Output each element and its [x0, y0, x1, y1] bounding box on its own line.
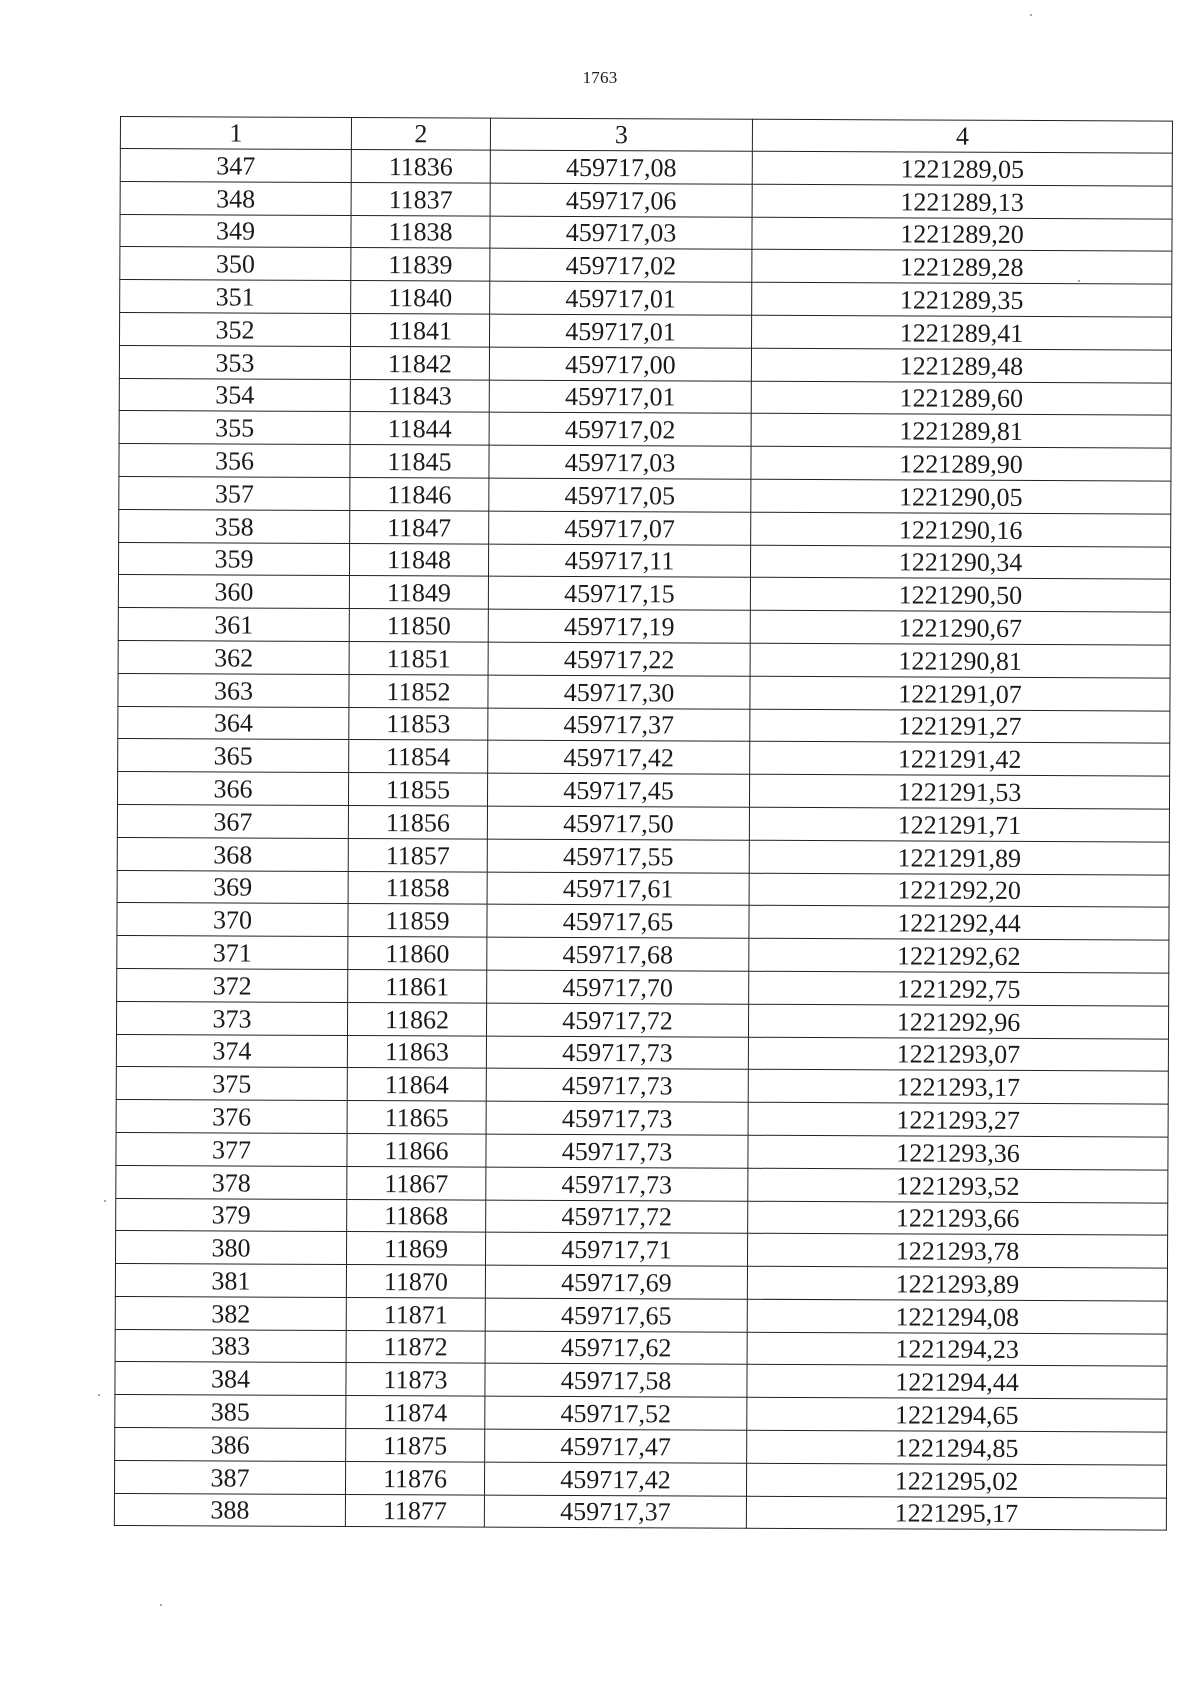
table-row: [115, 1231, 1167, 1268]
table-row: [120, 181, 1172, 218]
code-cell: 11854: [349, 740, 488, 773]
table-row: [118, 640, 1170, 677]
code-cell: 11869: [346, 1232, 485, 1265]
code-cell: 11863: [347, 1035, 486, 1068]
x-coordinate-cell: 459717,02: [490, 249, 752, 283]
x-coordinate-cell: 459717,72: [486, 1003, 748, 1037]
point-number-cell: 384: [115, 1362, 346, 1396]
x-coordinate-cell: 459717,52: [485, 1396, 747, 1430]
y-coordinate-cell: 1221290,05: [751, 479, 1171, 514]
point-number-cell: 377: [116, 1132, 347, 1166]
code-cell: 11855: [348, 773, 487, 806]
table-row: [120, 247, 1172, 284]
point-number-cell: 353: [119, 345, 350, 379]
table-row: [116, 1001, 1168, 1038]
x-coordinate-cell: 459717,42: [488, 740, 750, 774]
x-coordinate-cell: 459717,61: [487, 872, 749, 906]
column-header-3: 3: [490, 118, 752, 151]
point-number-cell: 376: [116, 1100, 347, 1134]
y-coordinate-cell: 1221290,50: [750, 578, 1170, 613]
table-row: [118, 575, 1170, 612]
point-number-cell: 375: [116, 1067, 347, 1101]
x-coordinate-cell: 459717,19: [488, 609, 750, 643]
x-coordinate-cell: 459717,06: [490, 183, 752, 217]
code-cell: 11845: [350, 445, 489, 478]
point-number-cell: 371: [117, 936, 348, 970]
x-coordinate-cell: 459717,01: [489, 380, 751, 414]
point-number-cell: 360: [118, 575, 349, 609]
table-row: [115, 1428, 1167, 1465]
table-row: [115, 1395, 1167, 1432]
x-coordinate-cell: 459717,72: [486, 1200, 748, 1234]
code-cell: 11838: [351, 215, 490, 248]
point-number-cell: 363: [118, 673, 349, 707]
table-row: [119, 509, 1171, 546]
table-row: [118, 542, 1170, 579]
x-coordinate-cell: 459717,47: [485, 1429, 747, 1463]
x-coordinate-cell: 459717,08: [490, 150, 752, 184]
scan-speck: [98, 1394, 100, 1396]
y-coordinate-cell: 1221294,85: [747, 1430, 1167, 1465]
table-row: [118, 608, 1170, 645]
code-cell: 11867: [347, 1166, 486, 1199]
code-cell: 11858: [348, 871, 487, 904]
y-coordinate-cell: 1221289,13: [752, 184, 1172, 219]
point-number-cell: 372: [117, 968, 348, 1002]
x-coordinate-cell: 459717,01: [489, 314, 751, 348]
x-coordinate-cell: 459717,22: [488, 642, 750, 676]
code-cell: 11861: [348, 969, 487, 1002]
point-number-cell: 383: [115, 1329, 346, 1363]
y-coordinate-cell: 1221294,44: [747, 1365, 1167, 1400]
x-coordinate-cell: 459717,69: [485, 1265, 747, 1299]
y-coordinate-cell: 1221292,96: [748, 1004, 1168, 1039]
page-number: 1763: [582, 68, 618, 87]
point-number-cell: 369: [117, 870, 348, 904]
scan-speck: [1078, 280, 1080, 282]
table-row: [115, 1362, 1167, 1399]
code-cell: 11839: [351, 248, 490, 281]
x-coordinate-cell: 459717,70: [487, 970, 749, 1004]
table-row: [117, 870, 1169, 907]
code-cell: 11876: [345, 1461, 484, 1494]
point-number-cell: 378: [116, 1165, 347, 1199]
point-number-cell: 379: [116, 1198, 347, 1232]
table-row: [117, 837, 1169, 874]
point-number-cell: 366: [117, 772, 348, 806]
y-coordinate-cell: 1221291,42: [750, 742, 1170, 777]
table-row: [116, 1165, 1168, 1202]
y-coordinate-cell: 1221293,27: [748, 1102, 1168, 1137]
code-cell: 11857: [348, 838, 487, 871]
y-coordinate-cell: 1221293,07: [748, 1037, 1168, 1072]
x-coordinate-cell: 459717,07: [489, 511, 751, 545]
code-cell: 11842: [350, 346, 489, 379]
x-coordinate-cell: 459717,45: [487, 773, 749, 807]
code-cell: 11864: [347, 1068, 486, 1101]
x-coordinate-cell: 459717,73: [486, 1068, 748, 1102]
table-row: [120, 149, 1172, 186]
y-coordinate-cell: 1221292,75: [749, 971, 1169, 1006]
scan-speck: [104, 1200, 106, 1202]
y-coordinate-cell: 1221291,53: [749, 774, 1169, 809]
y-coordinate-cell: 1221293,78: [747, 1234, 1167, 1269]
y-coordinate-cell: 1221291,71: [749, 807, 1169, 842]
table-row: [117, 903, 1169, 940]
column-header-2: 2: [351, 118, 490, 151]
code-cell: 11874: [346, 1396, 485, 1429]
y-coordinate-cell: 1221291,07: [750, 676, 1170, 711]
point-number-cell: 380: [115, 1231, 346, 1265]
y-coordinate-cell: 1221293,17: [748, 1070, 1168, 1105]
point-number-cell: 364: [118, 706, 349, 740]
y-coordinate-cell: 1221290,16: [751, 512, 1171, 547]
point-number-cell: 361: [118, 608, 349, 642]
point-number-cell: 373: [116, 1001, 347, 1035]
x-coordinate-cell: 459717,71: [485, 1232, 747, 1266]
code-cell: 11873: [346, 1363, 485, 1396]
table-row: [115, 1329, 1167, 1366]
y-coordinate-cell: 1221289,41: [751, 315, 1171, 350]
y-coordinate-cell: 1221289,81: [751, 414, 1171, 449]
table-row: [118, 673, 1170, 710]
table-row: [119, 476, 1171, 513]
point-number-cell: 347: [120, 149, 351, 183]
code-cell: 11847: [350, 510, 489, 543]
table-row: [119, 312, 1171, 349]
code-cell: 11866: [347, 1133, 486, 1166]
point-number-cell: 359: [118, 542, 349, 576]
table-row: [114, 1460, 1166, 1497]
x-coordinate-cell: 459717,05: [489, 478, 751, 512]
x-coordinate-cell: 459717,68: [487, 937, 749, 971]
y-coordinate-cell: 1221294,08: [747, 1299, 1167, 1334]
x-coordinate-cell: 459717,65: [487, 904, 749, 938]
coordinates-table: [114, 116, 1173, 1531]
table-row: [117, 772, 1169, 809]
code-cell: 11868: [347, 1199, 486, 1232]
x-coordinate-cell: 459717,58: [485, 1364, 747, 1398]
y-coordinate-cell: 1221289,20: [752, 217, 1172, 252]
x-coordinate-cell: 459717,01: [490, 281, 752, 315]
point-number-cell: 362: [118, 640, 349, 674]
table-row: [116, 1132, 1168, 1169]
table-row: [116, 1198, 1168, 1235]
x-coordinate-cell: 459717,50: [487, 806, 749, 840]
y-coordinate-cell: 1221289,48: [751, 348, 1171, 383]
x-coordinate-cell: 459717,03: [490, 216, 752, 250]
code-cell: 11846: [350, 477, 489, 510]
code-cell: 11848: [349, 543, 488, 576]
y-coordinate-cell: 1221292,44: [749, 906, 1169, 941]
y-coordinate-cell: 1221294,23: [747, 1332, 1167, 1367]
table-row: [114, 1493, 1166, 1530]
y-coordinate-cell: 1221289,90: [751, 446, 1171, 481]
y-coordinate-cell: 1221294,65: [747, 1398, 1167, 1433]
x-coordinate-cell: 459717,11: [488, 544, 750, 578]
point-number-cell: 387: [114, 1460, 345, 1494]
point-number-cell: 385: [115, 1395, 346, 1429]
y-coordinate-cell: 1221290,34: [750, 545, 1170, 580]
x-coordinate-cell: 459717,73: [486, 1101, 748, 1135]
table-body: [114, 149, 1172, 1531]
code-cell: 11856: [348, 805, 487, 838]
code-cell: 11859: [348, 904, 487, 937]
code-cell: 11851: [349, 641, 488, 674]
table-row: [116, 1100, 1168, 1137]
x-coordinate-cell: 459717,73: [486, 1134, 748, 1168]
code-cell: 11872: [346, 1330, 485, 1363]
x-coordinate-cell: 459717,30: [488, 675, 750, 709]
point-number-cell: 349: [120, 214, 351, 248]
table-row: [117, 968, 1169, 1005]
y-coordinate-cell: 1221291,89: [749, 840, 1169, 875]
code-cell: 11836: [351, 150, 490, 183]
point-number-cell: 350: [120, 247, 351, 281]
table-row: [120, 214, 1172, 251]
y-coordinate-cell: 1221289,60: [751, 381, 1171, 416]
table-row: [116, 1034, 1168, 1071]
point-number-cell: 352: [119, 312, 350, 346]
scan-speck: [160, 1604, 162, 1606]
x-coordinate-cell: 459717,73: [486, 1036, 748, 1070]
table-row: [119, 411, 1171, 448]
code-cell: 11841: [350, 313, 489, 346]
point-number-cell: 365: [118, 739, 349, 773]
column-header-4: 4: [752, 119, 1172, 153]
y-coordinate-cell: 1221293,89: [747, 1266, 1167, 1301]
point-number-cell: 370: [117, 903, 348, 937]
code-cell: 11844: [350, 412, 489, 445]
table-row: [119, 378, 1171, 415]
table-row: [116, 1067, 1168, 1104]
point-number-cell: 356: [119, 444, 350, 478]
x-coordinate-cell: 459717,03: [489, 445, 751, 479]
column-header-1: 1: [120, 117, 351, 150]
y-coordinate-cell: 1221292,62: [749, 938, 1169, 973]
y-coordinate-cell: 1221293,52: [748, 1168, 1168, 1203]
y-coordinate-cell: 1221289,35: [752, 282, 1172, 317]
y-coordinate-cell: 1221295,02: [746, 1463, 1166, 1498]
point-number-cell: 351: [120, 280, 351, 314]
x-coordinate-cell: 459717,37: [484, 1495, 746, 1529]
x-coordinate-cell: 459717,02: [489, 412, 751, 446]
x-coordinate-cell: 459717,00: [489, 347, 751, 381]
point-number-cell: 355: [119, 411, 350, 445]
table-row: [119, 444, 1171, 481]
table-row: [118, 739, 1170, 776]
code-cell: 11870: [346, 1265, 485, 1298]
x-coordinate-cell: 459717,73: [486, 1167, 748, 1201]
code-cell: 11860: [348, 937, 487, 970]
y-coordinate-cell: 1221289,28: [752, 250, 1172, 285]
code-cell: 11862: [347, 1002, 486, 1035]
point-number-cell: 348: [120, 181, 351, 215]
code-cell: 11852: [349, 674, 488, 707]
y-coordinate-cell: 1221290,67: [750, 610, 1170, 645]
point-number-cell: 367: [117, 804, 348, 838]
table-row: [118, 706, 1170, 743]
x-coordinate-cell: 459717,62: [485, 1331, 747, 1365]
y-coordinate-cell: 1221293,66: [748, 1201, 1168, 1236]
code-cell: 11871: [346, 1297, 485, 1330]
code-cell: 11850: [349, 609, 488, 642]
header-row: [120, 117, 1172, 154]
point-number-cell: 374: [116, 1034, 347, 1068]
x-coordinate-cell: 459717,42: [484, 1462, 746, 1496]
x-coordinate-cell: 459717,37: [488, 708, 750, 742]
table-row: [115, 1264, 1167, 1301]
y-coordinate-cell: 1221295,17: [746, 1496, 1166, 1531]
x-coordinate-cell: 459717,65: [485, 1298, 747, 1332]
code-cell: 11840: [351, 281, 490, 314]
point-number-cell: 382: [115, 1296, 346, 1330]
y-coordinate-cell: 1221292,20: [749, 873, 1169, 908]
code-cell: 11837: [351, 182, 490, 215]
scan-speck: [1030, 14, 1032, 16]
y-coordinate-cell: 1221291,27: [750, 709, 1170, 744]
y-coordinate-cell: 1221290,81: [750, 643, 1170, 678]
point-number-cell: 358: [119, 509, 350, 543]
table-row: [117, 804, 1169, 841]
code-cell: 11849: [349, 576, 488, 609]
point-number-cell: 381: [115, 1264, 346, 1298]
table-row: [119, 345, 1171, 382]
code-cell: 11875: [346, 1429, 485, 1462]
point-number-cell: 354: [119, 378, 350, 412]
table-row: [117, 936, 1169, 973]
table-header: [120, 117, 1172, 154]
x-coordinate-cell: 459717,55: [487, 839, 749, 873]
point-number-cell: 368: [117, 837, 348, 871]
x-coordinate-cell: 459717,15: [488, 576, 750, 610]
point-number-cell: 386: [115, 1428, 346, 1462]
y-coordinate-cell: 1221293,36: [748, 1135, 1168, 1170]
point-number-cell: 357: [119, 476, 350, 510]
code-cell: 11843: [350, 379, 489, 412]
code-cell: 11865: [347, 1101, 486, 1134]
y-coordinate-cell: 1221289,05: [752, 151, 1172, 186]
table-row: [115, 1296, 1167, 1333]
code-cell: 11853: [349, 707, 488, 740]
point-number-cell: 388: [114, 1493, 345, 1527]
code-cell: 11877: [345, 1494, 484, 1527]
table-row: [120, 280, 1172, 317]
